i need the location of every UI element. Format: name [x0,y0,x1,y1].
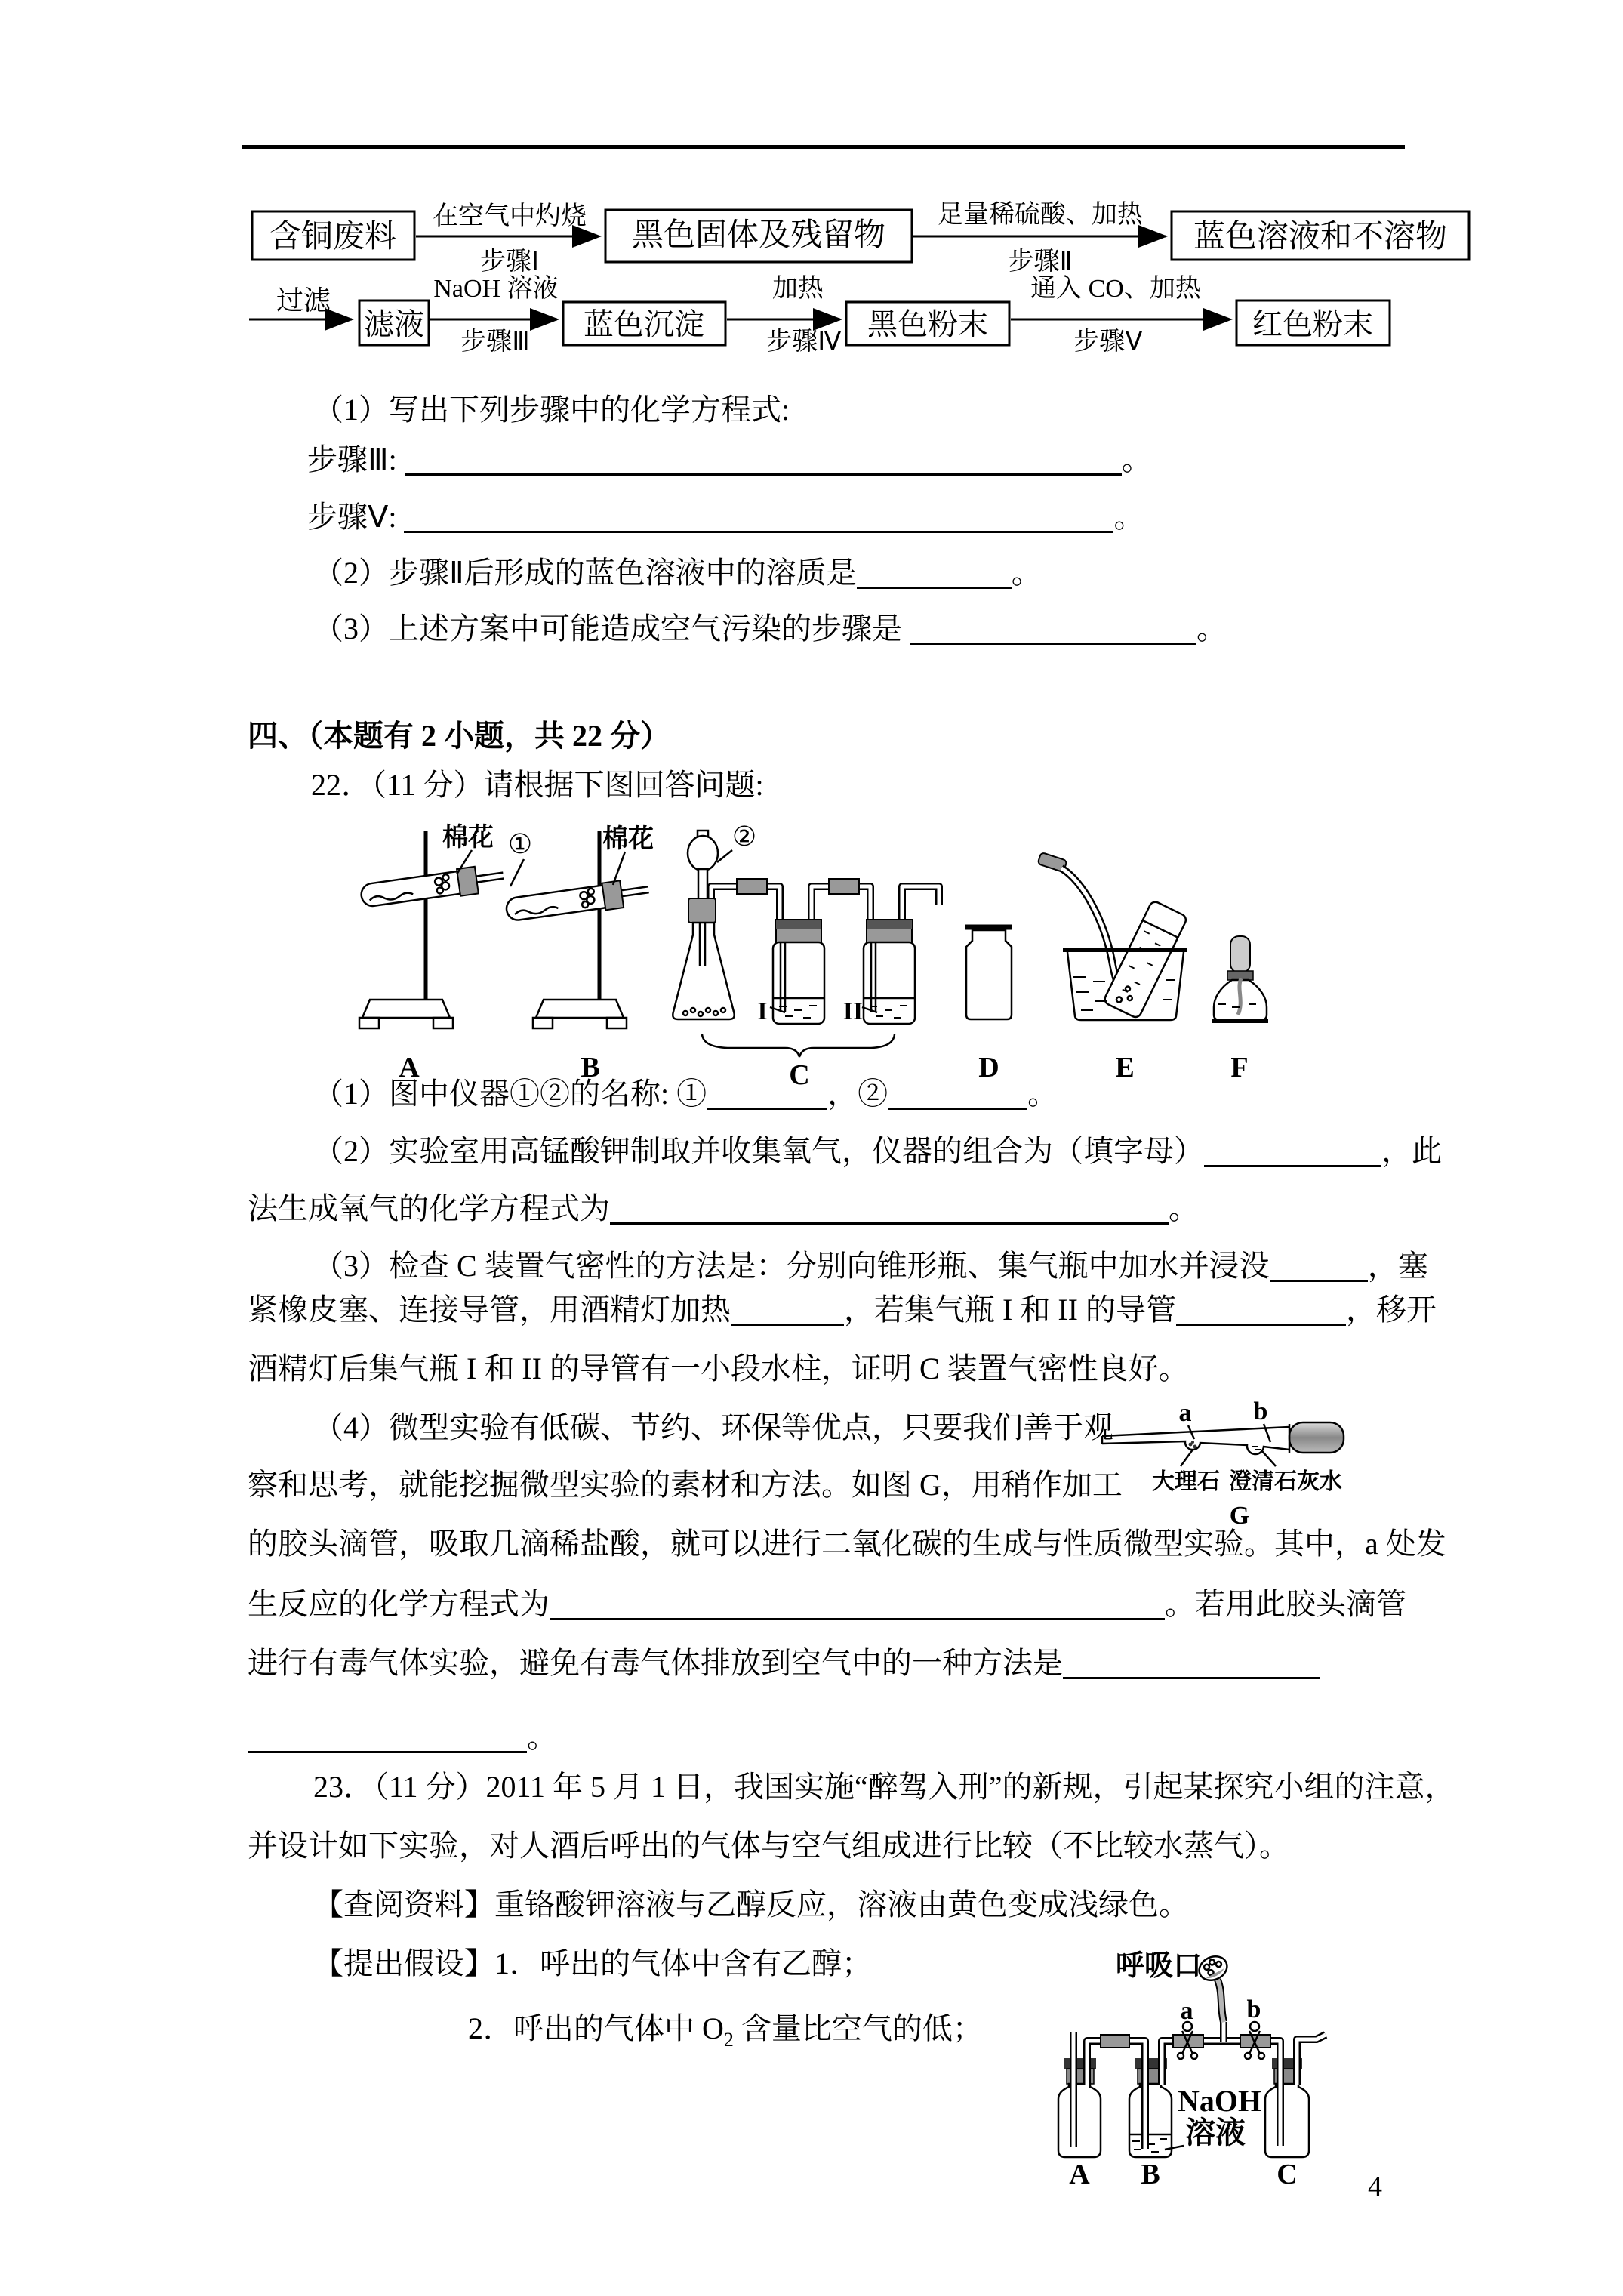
answer-blank-step5 [404,501,1113,533]
label-B: B [581,1052,600,1083]
cotton-label-B: 棉花 [602,825,654,853]
answer-blank-equation-a [550,1588,1165,1620]
answer-blank-equation-o2 [610,1192,1169,1225]
bottle-body [966,930,1012,1019]
q22-part4-line6: 。 [248,1719,557,1755]
apparatus-E [1037,852,1187,1083]
conical-flask [673,923,735,1019]
copper-process-flowchart [242,189,1495,366]
box-red-powder-label: 红色粉末 [1252,307,1373,341]
q23-line2: 并设计如下实验，对人酒后呼出的气体与空气组成进行比较（不比较水蒸气）。 [248,1829,1289,1863]
cotton-label-A: 棉花 [442,824,494,852]
q22-part4-line3: 的胶头滴管，吸取几滴稀盐酸，就可以进行二氧化碳的生成与性质微型实验。其中，a 处发 [248,1527,1446,1561]
bottle-A [1058,2058,1101,2157]
q22-part1: （1）图中仪器①②的名称: ① ，② 。 [313,1077,1058,1111]
marble-chips [1189,1441,1197,1449]
apparatus-A [359,822,505,1083]
marble-label: 大理石 [1152,1469,1220,1494]
bottle-2-label: II [842,997,864,1025]
tube-connector [737,879,767,894]
bottle-C [1265,2058,1309,2157]
label-A: A [399,1052,420,1083]
limewater-label: 澄清石灰水 [1229,1469,1342,1494]
arrow-step5-condition: 通入 CO、加热 [1030,275,1201,303]
answer-blank-solute [857,556,1012,589]
apparatus-C [673,821,939,1091]
q22-part3-line2: 紧橡皮塞、连接导管，用酒精灯加热 ，若集气瓶 I 和 II 的导管 ，移开 [248,1293,1437,1327]
q22-part3-line3: 酒精灯后集气瓶 I 和 II 的导管有一小段水柱，证明 C 装置气密性良好。 [248,1351,1189,1385]
answer-blank-tube [1176,1293,1346,1326]
test-tube [505,877,651,923]
tube-connector [1101,2035,1129,2048]
arrow-step4-label: 步骤Ⅳ [766,328,842,356]
answer-blank-method-1 [1063,1647,1320,1679]
answer-blank-heat [731,1293,844,1326]
q22-part3-line1: （3）检查 C 装置气密性的方法是：分别向锥形瓶、集气瓶中加水并浸没 ，塞 [313,1249,1428,1283]
box-black-solid-label: 黑色固体及残留物 [631,218,886,253]
mouth-label: 呼吸口 [1115,1950,1203,1982]
rubber-stopper [457,867,479,896]
arrow-step2-label: 步骤Ⅱ [1008,248,1073,276]
answer-blank-name2 [888,1077,1027,1110]
section4-title: 四、（本题有 2 小题，共 22 分） [248,719,670,753]
q22-part4-line2: 察和思考，就能挖掘微型实验的素材和方法。如图 G，用稍作加工 [248,1468,1123,1502]
box-filtrate-label: 滤液 [364,307,424,341]
o2-subscript: 2 [723,2029,734,2051]
q23-line4: 【提出假设】1．呼出的气体中含有乙醇； [313,1946,872,1980]
apparatus-D [965,927,1012,1083]
box-blue-precipitate-label: 蓝色沉淀 [584,307,704,341]
funnel-bulb [688,836,718,871]
funnel-stem [698,869,707,900]
point-a-label: a [1178,1399,1192,1427]
lamp-wick [1238,978,1241,1015]
box-copper-waste-label: 含铜废料 [269,220,397,254]
point-b-label: b [1253,1398,1268,1425]
q21-step3-line: 步骤Ⅲ: 。 [307,442,1152,476]
arrow-step2-condition: 足量稀硫酸、加热 [938,201,1143,229]
box-blue-solution-label: 蓝色溶液和不溶物 [1193,220,1448,254]
arrow-step1-label: 步骤Ⅰ [479,248,540,276]
q23-line1: 23．（11 分）2011 年 5 月 1 日，我国实施“醉驾入刑”的新规，引起某探究小组的注意， [313,1770,1455,1804]
label-F: F [1230,1052,1249,1083]
clamp-a-label: a [1180,1997,1193,2025]
label-C: C [789,1059,810,1091]
iron-stand-base [362,1000,450,1018]
q23-line3: 【查阅资料】重铬酸钾溶液与乙醇反应，溶液由黄色变成浅绿色。 [313,1888,1189,1922]
tube-connector [829,879,859,894]
q21-part2: （2）步骤Ⅱ后形成的蓝色溶液中的溶质是 。 [313,556,1042,590]
gas-bottle-2 [864,920,915,1024]
flask-stopper [688,898,716,923]
q22-part2-line1: （2）实验室用高锰酸钾制取并收集氧气，仪器的组合为（填字母） ，此 [313,1134,1442,1168]
answer-blank-apparatus-combo [1204,1135,1381,1167]
dropper-top [1102,1427,1289,1436]
iron-stand-base [536,1000,624,1018]
q22-part4-line5: 进行有毒气体实验，避免有毒气体排放到空气中的一种方法是 [248,1645,1320,1681]
breath-test-figure [1042,1948,1464,2205]
naoh-label-line1: NaOH [1178,2084,1262,2118]
q21-step5-line: 步骤Ⅴ: 。 [307,500,1144,534]
figure-G-dropper [1095,1389,1397,1533]
arrow-step3-label: 步骤Ⅲ [460,328,530,356]
callout-1: ① [507,829,533,860]
bottle-body [1129,2084,1172,2157]
brace [702,1034,895,1057]
label-D: D [978,1052,999,1083]
bottle-body [1265,2084,1309,2157]
arrow-step1-condition: 在空气中灼烧 [433,202,587,230]
label-B: B [1141,2159,1160,2190]
arrow-step3-condition: NaOH 溶液 [433,275,559,303]
apparatus-F [1212,936,1268,1083]
rubber-bulb [1289,1422,1344,1453]
apparatus-figure-22 [242,821,1389,1091]
lamp-cap [1230,936,1250,972]
gas-bottle-1 [773,920,824,1024]
arrow-step5-label: 步骤Ⅴ [1073,328,1143,356]
callout-2: ② [731,821,757,852]
answer-blank-pollution-steps [910,612,1196,645]
answer-blank-method-2 [248,1721,527,1753]
label-C: C [1277,2159,1298,2190]
q21-part3: （3）上述方案中可能造成空气污染的步骤是 。 [313,612,1227,646]
q22-part2-line2: 法生成氧气的化学方程式为 。 [248,1191,1199,1225]
rubber-stopper [602,880,624,910]
clamp-b-label: b [1246,1996,1261,2023]
answer-blank-submerge [1270,1250,1368,1282]
arrow-step4-condition: 加热 [772,275,824,303]
naoh-label-line2: 溶液 [1185,2116,1246,2150]
filter-label: 过滤 [276,285,331,316]
stopper-top [1064,2058,1096,2069]
test-tube [359,863,505,910]
label-E: E [1115,1052,1135,1083]
answer-blank-name1 [707,1077,827,1110]
q22-heading: 22．（11 分）请根据下图回答问题: [311,768,764,802]
q22-part4-line1: （4）微型实验有低碳、节约、环保等优点，只要我们善于观 [313,1410,1113,1444]
answer-blank-step3 [405,443,1122,476]
box-black-powder-label: 黑色粉末 [867,307,988,341]
bottle-1-label: I [757,997,768,1025]
bottle-body [1058,2084,1101,2157]
page-number: 4 [1368,2171,1382,2202]
q22-part4-line4: 生反应的化学方程式为 。若用此胶头滴管 [248,1587,1406,1621]
collecting-bottle [1103,900,1187,1019]
figure-G-label: G [1229,1502,1250,1530]
apparatus-B [505,824,654,1083]
q23-line5: 2．呼出的气体中 $O_2$ 含量比空气的低； [468,2011,983,2051]
label-A: A [1069,2159,1090,2190]
limewater-drop [1252,1447,1261,1450]
top-rule [242,145,1405,149]
q21-part1: （1）写出下列步骤中的化学方程式: [313,393,790,427]
